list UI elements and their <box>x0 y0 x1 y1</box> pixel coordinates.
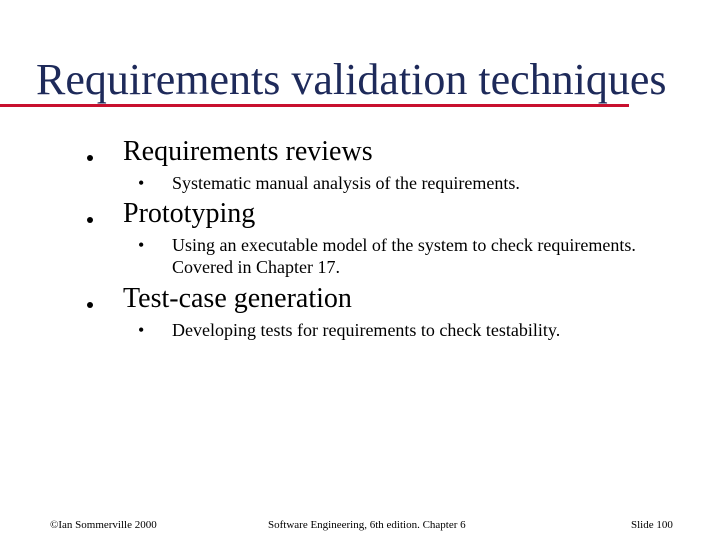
title-divider <box>0 104 629 107</box>
sub-bullet-icon: • <box>138 173 145 193</box>
bullet-item-test-case-generation: Test-case generation <box>123 283 352 314</box>
footer-book-chapter: Software Engineering, 6th edition. Chapter 6 <box>268 519 466 531</box>
sub-item-text: Using an executable model of the system to check requirements. <box>172 235 636 255</box>
footer-slide-number: Slide 100 <box>631 519 673 531</box>
bullet-dot-icon <box>87 155 93 161</box>
bullet-item-prototyping: Prototyping <box>123 198 256 229</box>
bullet-item-requirements-reviews: Requirements reviews <box>123 136 373 167</box>
slide-title: Requirements validation techniques <box>36 55 667 104</box>
footer-copyright: ©Ian Sommerville 2000 <box>50 519 157 531</box>
sub-item-text: Developing tests for requirements to check testability. <box>172 320 561 340</box>
bullet-dot-icon <box>87 302 93 308</box>
sub-bullet-icon: • <box>138 320 145 340</box>
sub-bullet-icon: • <box>138 235 145 255</box>
sub-item-text: Systematic manual analysis of the requirements. <box>172 173 520 193</box>
sub-item-text: Covered in Chapter 17. <box>172 257 340 277</box>
bullet-dot-icon <box>87 217 93 223</box>
